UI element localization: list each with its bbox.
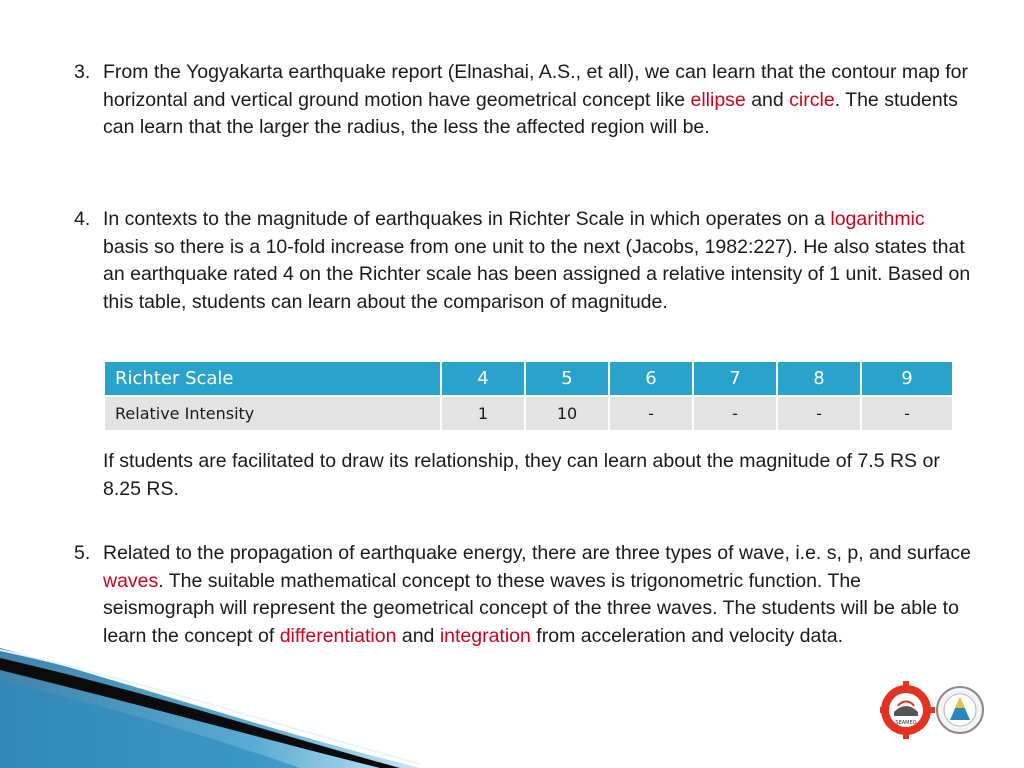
- table-cell: 1: [441, 396, 525, 431]
- table-header-cell: 9: [861, 361, 953, 396]
- table-row: [104, 396, 953, 431]
- term-waves: waves: [103, 569, 159, 592]
- table-header-cell: 8: [777, 361, 861, 396]
- institution-logos: [880, 680, 984, 740]
- seameo-logo-text: SEAMEO: [895, 720, 917, 726]
- table-header-cell: 4: [441, 361, 525, 396]
- table-cell: -: [693, 396, 777, 431]
- table-header-cell: 6: [609, 361, 693, 396]
- richter-scale-table: [103, 360, 954, 432]
- point-4-text: In contexts to the magnitude of earthquakes in Richter Scale in which operates on a logarithmic basis so there is a 10-fold increase from one unit to the next (Jacobs, 1982:227). He also states that an earthquake rated 4 on the Richter scale has been assigned a relative intensity of 1 unit. Based on this table, students can learn about the comparison of magnitude.: [103, 208, 971, 313]
- table-cell: -: [861, 396, 953, 431]
- table-cell: 10: [525, 396, 609, 431]
- table-header-cell: Richter Scale: [104, 361, 441, 396]
- university-emblem-logo: [937, 687, 983, 733]
- term-circle: circle: [789, 88, 835, 111]
- table-cell: Relative Intensity: [104, 396, 441, 431]
- term-logarithmic: logarithmic: [830, 208, 925, 230]
- term-integration: integration: [439, 624, 531, 647]
- point-3-text: From the Yogyakarta earthquake report (Elnashai, A.S., et all), we can learn that the contour map for horizontal and vertical ground motion have geometrical concept like ellipse and circle. The students can learn that the larger the radius, the less the affected region will be.: [103, 61, 968, 138]
- decorative-corner-swoosh: [0, 640, 420, 768]
- seameo-gear-logo: [880, 681, 935, 739]
- table-header-row: [104, 361, 953, 396]
- point-5-number: 5.: [74, 542, 91, 564]
- term-ellipse: ellipse: [690, 88, 746, 111]
- point-4: [74, 206, 974, 316]
- table-cell: -: [609, 396, 693, 431]
- table-cell: -: [777, 396, 861, 431]
- table-header-cell: 7: [693, 361, 777, 396]
- term-differentiation: differentiation: [279, 624, 397, 647]
- point-4-number: 4.: [74, 208, 91, 230]
- note-paragraph: If students are facilitated to draw its relationship, they can learn about the magnitude of 7.5 RS or 8.25 RS.: [103, 450, 940, 500]
- point-5-text: Related to the propagation of earthquake energy, there are three types of wave, i.e. s, p, and surface waves. The suitable mathematical concept to these waves is trigonometric function. The seismograph will represent the geometrical concept of the three waves. The students will be able to learn the concept of differentiation and integration from acceleration and velocity data.: [103, 542, 971, 647]
- table-header-cell: 5: [525, 361, 609, 396]
- point-3-number: 3.: [74, 61, 91, 83]
- point-3: [74, 59, 974, 142]
- point-5: [74, 540, 974, 650]
